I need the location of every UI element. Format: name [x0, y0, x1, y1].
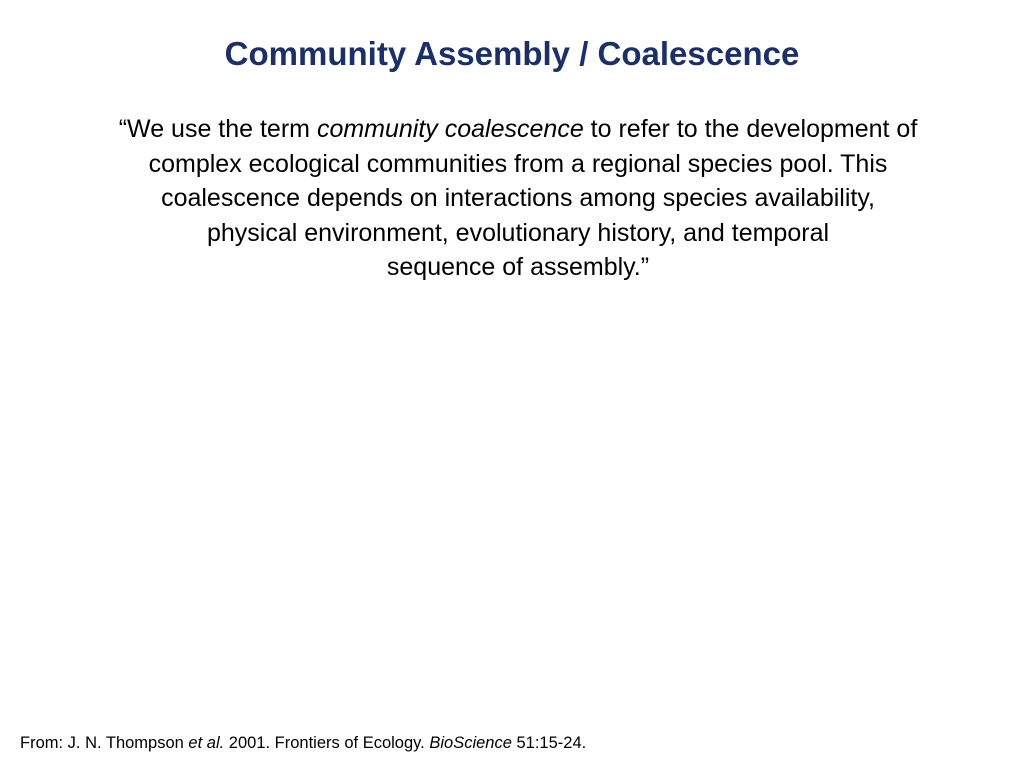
quote-line-2: complex ecological communities from a regional species pool. This: [148, 149, 888, 178]
quote-line-4: physical environment, evolutionary history, and temporal: [206, 218, 830, 247]
citation-suffix: 51:15-24.: [511, 734, 587, 752]
citation-prefix: From: J. N. Thompson: [20, 734, 189, 752]
quote-line-1-end: to refer to the development of: [583, 115, 918, 143]
citation: [20, 732, 586, 754]
quote-term-emphasis: community coalescence: [316, 115, 584, 143]
quote-line-1: [40, 112, 996, 147]
citation-middle: 2001. Frontiers of Ecology.: [224, 734, 430, 752]
quote-line-1-start: “We use the term: [118, 115, 317, 143]
slide-title: Community Assembly / Coalescence: [224, 35, 800, 72]
citation-et-al: et al.: [188, 734, 225, 752]
quote-line-5: sequence of assembly.”: [386, 253, 650, 281]
citation-journal: BioScience: [429, 734, 512, 752]
quote-line-3: coalescence depends on interactions among species availability,: [161, 184, 875, 212]
quote-block: [40, 112, 996, 285]
